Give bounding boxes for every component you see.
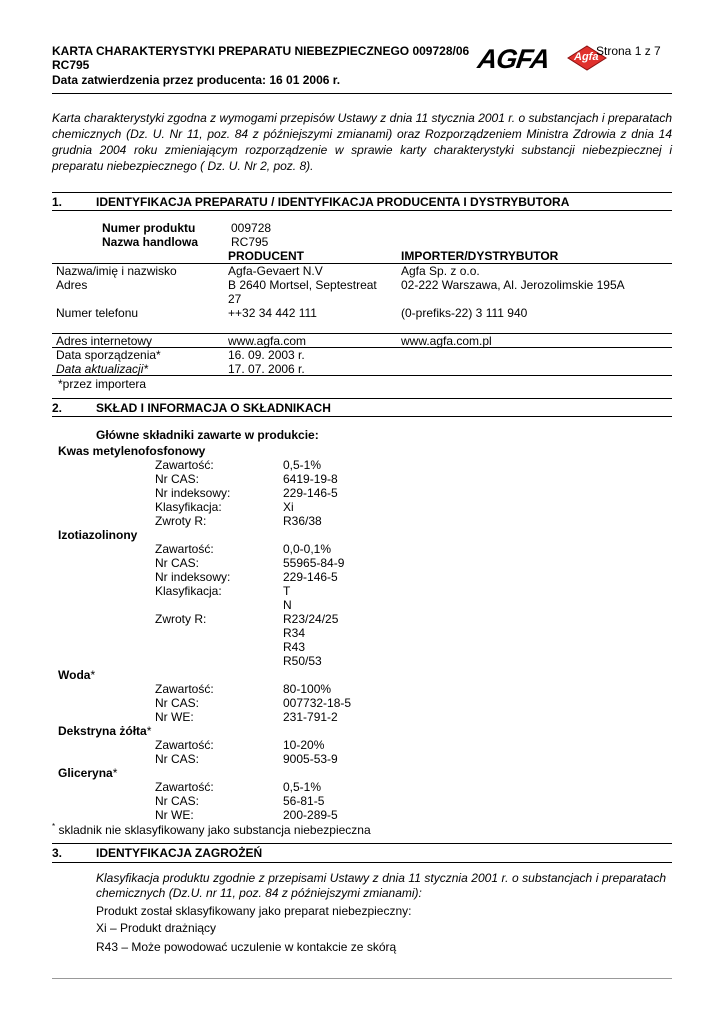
trade-name-label: Nazwa handlowa — [102, 235, 199, 249]
property-label: Nr indeksowy: — [155, 570, 231, 584]
section3-title: IDENTYFIKACJA ZAGROŻEŃ — [96, 846, 263, 860]
property-label: Nr CAS: — [155, 556, 200, 570]
property-label: Nr CAS: — [155, 752, 200, 766]
property-value: 10-20% — [283, 738, 325, 752]
substance-name — [58, 724, 151, 738]
row-address-producer-2: 27 — [228, 292, 242, 306]
property-label: Zawartość: — [155, 780, 214, 794]
document-title-line2: RC795 — [52, 58, 90, 72]
section3-bottom-rule — [52, 862, 672, 863]
substance-name-text: Kwas metylenofosfonowy — [58, 444, 206, 458]
property-label: Nr WE: — [155, 808, 194, 822]
page-number: Strona 1 z 7 — [596, 44, 661, 58]
substance-name-text: Izotiazolinony — [58, 528, 138, 542]
non-classified-footnote — [52, 822, 371, 837]
row-phone-importer: (0-prefiks-22) 3 111 940 — [401, 306, 528, 320]
property-value: R23/24/25 — [283, 612, 339, 626]
column-header-producer: PRODUCENT — [228, 249, 305, 263]
document-title-line1: KARTA CHARAKTERYSTYKI PREPARATU NIEBEZPIECZNEGO 009728/06 — [52, 44, 470, 58]
header-divider — [52, 93, 672, 94]
property-value: 0,5-1% — [283, 780, 322, 794]
property-value: 56-81-5 — [283, 794, 325, 808]
property-label: Nr indeksowy: — [155, 486, 231, 500]
classification-line-1: Produkt został sklasyfikowany jako preparat niebezpieczny: — [96, 904, 412, 918]
substance-name-text: Gliceryna — [58, 766, 113, 780]
substance-name — [58, 444, 205, 458]
section2-number: 2. — [52, 401, 63, 415]
row-web-producer: www.agfa.com — [228, 334, 307, 348]
property-value: 0,5-1% — [283, 458, 322, 472]
column-header-importer: IMPORTER/DYSTRYBUTOR — [401, 249, 559, 263]
substance-star: * — [112, 766, 118, 780]
row-updated-label: Data aktualizacji* — [56, 362, 149, 376]
property-label: Zwroty R: — [155, 612, 207, 626]
property-value: 229-146-5 — [283, 486, 338, 500]
property-value: 6419-19-8 — [283, 472, 338, 486]
section1-number: 1. — [52, 195, 63, 209]
property-label: Zawartość: — [155, 542, 214, 556]
table-rule-4 — [52, 375, 672, 376]
footnote-star: * — [52, 822, 56, 831]
row-created-label: Data sporządzenia* — [56, 348, 161, 362]
section3-number: 3. — [52, 846, 63, 860]
property-value: N — [283, 598, 292, 612]
section2-bottom-rule — [52, 416, 672, 417]
row-address-importer: 02-222 Warszawa, Al. Jerozolimskie 195A — [401, 278, 625, 292]
property-value: R50/53 — [283, 654, 322, 668]
footnote-text: skladnik nie sklasyfikowany jako substancja niebezpieczna — [55, 823, 371, 837]
components-subtitle: Główne składniki zawarte w produkcie: — [96, 428, 319, 442]
property-value: R43 — [283, 640, 306, 654]
section2-title: SKŁAD I INFORMACJA O SKŁADNIKACH — [96, 401, 331, 415]
property-label: Zawartość: — [155, 458, 214, 472]
section1-top-rule — [52, 192, 672, 193]
property-value: T — [283, 584, 291, 598]
row-web-label: Adres internetowy — [56, 334, 153, 348]
row-web-importer: www.agfa.com.pl — [401, 334, 492, 348]
property-label: Klasyfikacja: — [155, 500, 222, 514]
classification-paragraph: Klasyfikacja produktu zgodnie z przepisami Ustawy z dnia 11 stycznia 2001 r. o substancjach i preparatach chemicznych (Dz.U. nr 11, poz. 84 z późniejszymi zmianami): — [96, 871, 666, 900]
property-value: 0,0-0,1% — [283, 542, 332, 556]
property-value: 007732-18-5 — [283, 696, 352, 710]
footer-rule — [52, 978, 672, 979]
property-value: 229-146-5 — [283, 570, 338, 584]
row-address-producer: B 2640 Mortsel, Septestreat — [228, 278, 377, 292]
property-label: Nr WE: — [155, 710, 194, 724]
row-name-label: Nazwa/imię i nazwisko — [56, 264, 177, 278]
substance-name — [58, 668, 95, 682]
section1-title: IDENTYFIKACJA PREPARATU / IDENTYFIKACJA PRODUCENTA I DYSTRYBUTORA — [96, 195, 570, 209]
section1-bottom-rule — [52, 210, 672, 211]
property-label: Nr CAS: — [155, 472, 200, 486]
classification-line-2: Xi – Produkt drażniący — [96, 921, 217, 935]
approval-date: Data zatwierdzenia przez producenta: 16 01 2006 r. — [52, 73, 341, 87]
property-value: R34 — [283, 626, 306, 640]
substance-name — [58, 528, 137, 542]
substance-star: * — [90, 668, 96, 682]
row-name-producer: Agfa-Gevaert N.V — [228, 264, 323, 278]
product-number-label: Numer produktu — [102, 221, 196, 235]
property-value: Xi — [283, 500, 294, 514]
section3-top-rule — [52, 843, 672, 844]
row-phone-label: Numer telefonu — [56, 306, 139, 320]
property-label: Klasyfikacja: — [155, 584, 222, 598]
property-value: 200-289-5 — [283, 808, 338, 822]
row-updated-value: 17. 07. 2006 r. — [228, 362, 305, 376]
agfa-logo-text: AGFA — [475, 44, 552, 74]
agfa-badge-text: Agfa — [574, 51, 599, 63]
section2-top-rule — [52, 398, 672, 399]
product-number-value: 009728 — [231, 221, 272, 235]
agfa-logo — [475, 44, 560, 74]
property-value: 9005-53-9 — [283, 752, 338, 766]
row-phone-producer: ++32 34 442 111 — [228, 306, 317, 320]
property-label: Nr CAS: — [155, 696, 200, 710]
trade-name-value: RC795 — [231, 235, 269, 249]
intro-paragraph: Karta charakterystyki zgodna z wymogami przepisów Ustawy z dnia 11 stycznia 2001 r. o substancjach i preparatach chemicznych (Dz. U. Nr 11, poz. 84 z późniejszymi zmianami) oraz Rozporządzeniem Ministra Zdrowia z dnia 14 grudnia 2004 roku zmieniającym rozporządzenie w sprawie karty charakterystyki substancji niebezpiecznej i preparatu niebezpiecznego ( Dz. U. Nr 2, poz. 8). — [52, 111, 672, 173]
property-value: 55965-84-9 — [283, 556, 345, 570]
importer-footnote: *przez importera — [58, 377, 147, 391]
property-value: 80-100% — [283, 682, 332, 696]
row-created-value: 16. 09. 2003 r. — [228, 348, 305, 362]
property-label: Zawartość: — [155, 682, 214, 696]
row-address-label: Adres — [56, 278, 88, 292]
row-name-importer: Agfa Sp. z o.o. — [401, 264, 480, 278]
property-label: Zawartość: — [155, 738, 214, 752]
property-label: Nr CAS: — [155, 794, 200, 808]
substance-name — [58, 766, 117, 780]
property-value: 231-791-2 — [283, 710, 338, 724]
substance-star: * — [146, 724, 152, 738]
substance-name-text: Dekstryna żółta — [58, 724, 147, 738]
property-label: Zwroty R: — [155, 514, 207, 528]
classification-line-3: R43 – Może powodować uczulenie w kontakcie ze skórą — [96, 940, 397, 954]
substance-name-text: Woda — [58, 668, 91, 682]
property-value: R36/38 — [283, 514, 322, 528]
